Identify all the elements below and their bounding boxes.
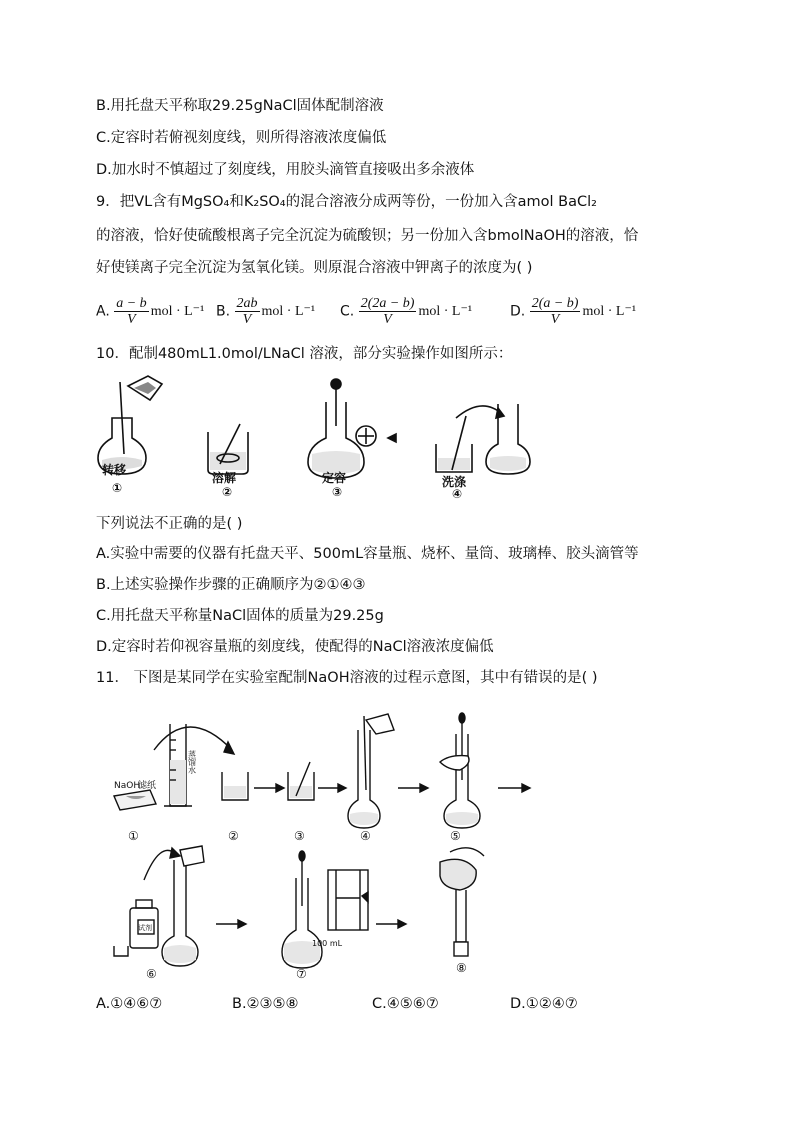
q11-step-5: ⑤: [450, 829, 461, 843]
q9-option-a-unit: mol · L⁻¹: [150, 304, 205, 319]
q11-stem: 11． 下图是某同学在实验室配制NaOH溶液的过程示意图，其中有错误的是( ): [96, 670, 598, 686]
q10-stem: 10．配制480mL1.0mol/LNaCl 溶液，部分实验操作如图所示：: [96, 346, 513, 362]
q9-option-d-denominator: V: [550, 312, 560, 327]
q9-option-b-numerator: 2ab: [236, 296, 258, 311]
q11-step-4: ④: [360, 829, 371, 843]
q11-step-1: ①: [128, 829, 139, 843]
q11-fig-water-label: 蒸馏水: [187, 750, 197, 774]
q9-option-d-letter: D.: [510, 303, 526, 320]
q8-option-d: D.加水时不慎超过了刻度线，用胶头滴管直接吸出多余液体: [96, 162, 475, 178]
q11-fig-paper-label: 滤纸: [138, 781, 157, 791]
q9-option-d-unit: mol · L⁻¹: [582, 304, 637, 319]
q9-option-c-letter: C.: [340, 303, 355, 320]
q9-option-a-numerator: a − b: [116, 296, 147, 311]
q11-fig-naoh-label: NaOH: [114, 781, 141, 791]
q9-option-a: [96, 296, 204, 327]
q11-step-6: ⑥: [146, 967, 157, 980]
q9-option-c-unit: mol · L⁻¹: [418, 304, 473, 319]
q10-fig2-dissolve-illustration: [208, 424, 248, 474]
q9-option-b-denominator: V: [242, 312, 252, 327]
q9-option-a-fraction: [114, 296, 148, 327]
q9-option-d-fraction: [530, 296, 581, 327]
q9-option-c-numerator: 2(2a − b): [360, 296, 415, 311]
q9-stem-line3: 好使镁离子完全沉淀为氢氧化镁。则原混合溶液中钾离子的浓度为( ): [96, 260, 533, 276]
q9-option-b: [216, 296, 315, 327]
q9-option-a-letter: A.: [96, 303, 110, 320]
q10-option-d: D.定容时若仰视容量瓶的刻度线，使配得的NaCl溶液浓度偏低: [96, 639, 494, 655]
q10-fig4-number: ④: [452, 487, 463, 500]
q9-option-b-letter: B.: [216, 303, 231, 320]
q9-option-c-fraction: [359, 296, 417, 327]
q11-step-7: ⑦: [296, 967, 307, 980]
q10-fig3-caption: 定容: [322, 471, 347, 485]
q10-fig3-number: ③: [332, 485, 343, 499]
q9-option-c-denominator: V: [383, 312, 392, 327]
q11-step-2: ②: [228, 829, 239, 843]
q11-step-8: ⑧: [456, 961, 467, 975]
q10-fig4-wash-illustration: [436, 404, 530, 474]
q11-figure: [104, 710, 544, 980]
q10-fig3-volume-illustration: [308, 379, 396, 478]
q9-stem-line2: 的溶液，恰好使硫酸根离子完全沉淀为硫酸钡；另一份加入含bmolNaOH的溶液，恰: [96, 228, 639, 244]
q11-option-b: B.②③⑤⑧: [232, 996, 299, 1012]
q8-option-b: B.用托盘天平称取29.25gNaCl固体配制溶液: [96, 98, 384, 114]
q10-option-a: A.实验中需要的仪器有托盘天平、500mL容量瓶、烧杯、量筒、玻璃棒、胶头滴管等: [96, 546, 639, 562]
q10-option-c: C.用托盘天平称量NaCl固体的质量为29.25g: [96, 608, 384, 624]
q10-option-b: B.上述实验操作步骤的正确顺序为②①④③: [96, 577, 366, 593]
q9-option-b-fraction: [235, 296, 260, 327]
q10-fig1-caption: 转移: [102, 463, 127, 477]
q11-step-3: ③: [294, 829, 305, 843]
q10-prompt: 下列说法不正确的是( ): [96, 516, 243, 532]
q9-option-d: [510, 296, 636, 327]
q10-fig1-transfer-illustration: [98, 376, 162, 474]
q9-option-d-numerator: 2(a − b): [531, 296, 579, 311]
q9-option-a-denominator: V: [127, 312, 136, 327]
q10-fig1-number: ①: [112, 481, 123, 495]
q8-option-c: C.定容时若俯视刻度线，则所得溶液浓度偏低: [96, 130, 387, 146]
q11-option-c: C.④⑤⑥⑦: [372, 996, 439, 1012]
q9-stem-line1: 9．把VL含有MgSO₄和K₂SO₄的混合溶液分成两等份，一份加入含amol BaCl₂: [96, 194, 597, 210]
q10-fig2-number: ②: [222, 485, 233, 499]
q11-option-a: A.①④⑥⑦: [96, 996, 163, 1012]
q9-option-c: [340, 296, 472, 327]
q10-fig2-caption: 溶解: [212, 471, 237, 485]
q11-option-d: D.①②④⑦: [510, 996, 578, 1012]
q10-figure: [90, 374, 540, 500]
q10-fig4-caption: 洗涤: [442, 475, 467, 489]
q11-fig-volume-label: 100 mL: [312, 939, 343, 948]
q11-fig-reagent-label: 试剂: [138, 924, 152, 932]
q9-option-b-unit: mol · L⁻¹: [261, 304, 316, 319]
